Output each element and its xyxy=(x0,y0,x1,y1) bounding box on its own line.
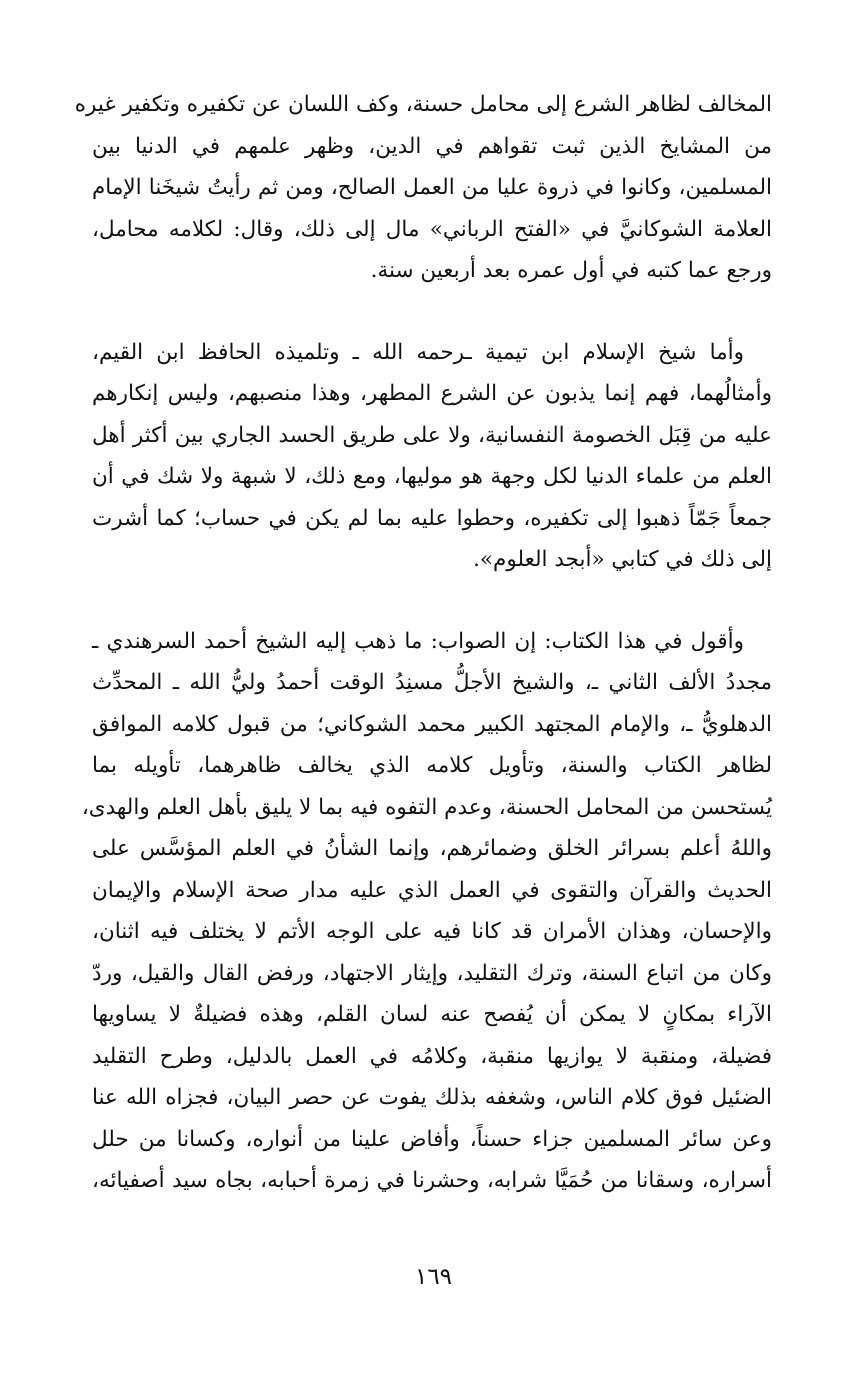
text-line: من المشايخ الذين ثبت تقواهم في الدين، وظهر علمهم في الدنيا بين xyxy=(92,133,772,159)
text-line: يُستحسن من المحامل الحسنة، وعدم التفوه فيه بما لا يليق بأهل العلم والهدى، xyxy=(81,794,772,820)
text-line: المخالف لظاهر الشرع إلى محامل حسنة، وكف اللسان عن تكفيره وتكفير غيره xyxy=(74,92,772,117)
page-number: ١٦٩ xyxy=(414,1264,453,1290)
text-line: مجددُ الألف الثاني ـ، والشيخ الأجلُّ مسنِدُ الوقت أحمدُ وليُّ الله ـ المحدِّث xyxy=(92,670,772,695)
text-line: العلامة الشوكانيَّ في «الفتح الرباني» مال إلى ذلك، وقال: لكلامه محامل، xyxy=(92,216,772,242)
text-line: الحديث والقرآن والتقوى في العمل الذي عليه مدار صحة الإسلام والإيمان xyxy=(92,877,772,903)
text-line: فضيلة، ومنقبة لا يوازيها منقبة، وكلامُه في العمل بالدليل، وطرح التقليد xyxy=(92,1043,772,1069)
text-line: واللهُ أعلم بسرائر الخلق وضمائرهم، وإنما الشأنُ في العلم المؤسَّس على xyxy=(92,836,772,861)
paragraph-1 xyxy=(74,84,772,292)
text-line: أسراره، وسقانا من حُمَيَّا شرابه، وحشرنا في زمرة أحبابه، بجاه سيد أصفيائه، xyxy=(92,1168,772,1193)
text-line: لظاهر الكتاب والسنة، وتأويل كلامه الذي يخالف ظاهرهما، تأويله بما xyxy=(92,753,772,778)
text-line: الدهلويُّ ـ، والإمام المجتهد الكبير محمد الشوكاني؛ من قبول كلامه الموافق xyxy=(92,711,772,737)
paragraph-2 xyxy=(92,332,772,581)
text-line: الضئيل فوق كلام الناس، وشغفه بذلك يفوت عن حصر البيان، فجزاه الله عنا xyxy=(92,1085,772,1110)
text-line: عليه من قِبَل الخصومة النفسانية، ولا على طريق الحسد الجاري بين أكثر أهل xyxy=(92,422,772,448)
text-line: ورجع عما كتبه في أول عمره بعد أربعين سنة. xyxy=(370,258,772,283)
text-line: العلم من علماء الدنيا لكل وجهة هو موليها، ومع ذلك، لا شبهة ولا شك في أن xyxy=(92,464,772,489)
text-line: الآراء بمكانٍ لا يمكن أن يُفصح عنه لسان القلم، وهذه فضيلةٌ لا يساويها xyxy=(92,1002,772,1027)
page-body xyxy=(74,84,773,1202)
text-line: إلى ذلك في كتابي «أبجد العلوم». xyxy=(473,547,772,572)
text-line: وعن سائر المسلمين جزاء حسناً، وأفاض علينا من أنواره، وكسانا من حلل xyxy=(92,1126,773,1152)
text-line: وأمثالُهما، فهم إنما يذبون عن الشرع المطهر، وهذا منصبهم، وليس إنكارهم xyxy=(92,381,772,406)
text-line: المسلمين، وكانوا في ذروة عليا من العمل الصالح، ومن ثم رأيتُ شيخَنا الإمام xyxy=(92,175,772,200)
text-line: وكان من اتباع السنة، وترك التقليد، وإيثار الاجتهاد، ورفض القال والقيل، وردّ xyxy=(92,960,772,986)
text-line: جمعاً جَمّاً ذهبوا إلى تكفيره، وحطوا عليه بما لم يكن في حساب؛ كما أشرت xyxy=(92,505,772,531)
text-line: والإحسان، وهذان الأمران قد كانا فيه على الوجه الأتم لا يختلف فيه اثنان، xyxy=(92,919,772,944)
text-line: وأما شيخ الإسلام ابن تيمية ـرحمه الله ـ وتلميذه الحافظ ابن القيم، xyxy=(92,339,744,365)
text-line: وأقول في هذا الكتاب: إن الصواب: ما ذهب إليه الشيخ أحمد السرهندي ـ xyxy=(92,628,744,654)
paragraph-3 xyxy=(81,621,773,1202)
